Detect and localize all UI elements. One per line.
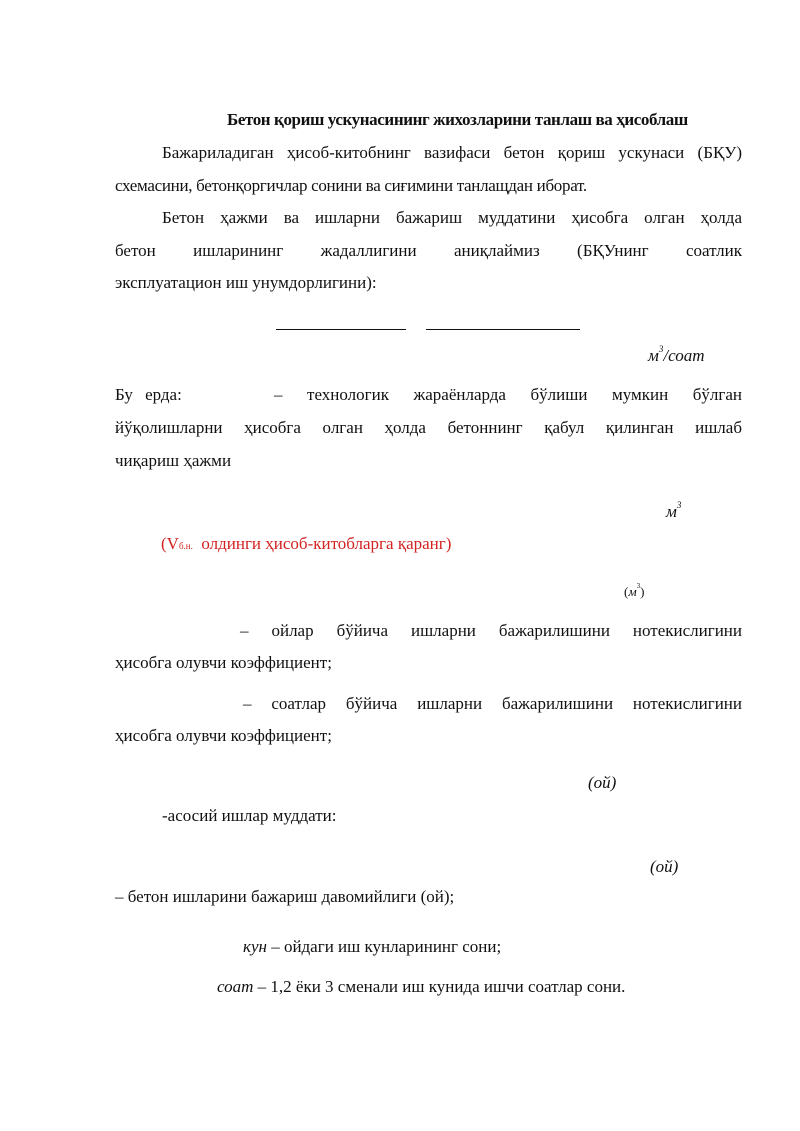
unit-m3-per-hour-tail: /соат	[663, 346, 705, 365]
coef-hour-line1-text: – соатлар бўйича ишларни бажарилишини нотекислигини	[243, 694, 742, 713]
coef-month-line1-text: – ойлар бўйича ишларни бажарилишини нотекислигини	[240, 621, 742, 640]
coef-hour-line2: ҳисобга олувчи коэффициент;	[115, 726, 332, 745]
para2-line2-text: бетон ишларининг жадаллигини аниқлаймиз (БҚУнинг соатлик	[115, 241, 742, 260]
unit-m3-per-hour-m: м	[648, 346, 659, 365]
para1-line2: схемасини, бетонқоргичлар сонини ва сиғимини танлащдан иборат.	[115, 176, 587, 195]
unit-m3-paren-open: (	[624, 584, 629, 599]
hours-label: соат	[217, 977, 254, 996]
coef-hour-line1	[243, 694, 742, 714]
red-note-sub: б.н.	[178, 541, 193, 551]
para2-line1-text: Бетон ҳажми ва ишларни бажариш муддатини ҳисобга олган ҳолда	[162, 208, 742, 227]
unit-m3-paren	[624, 584, 644, 600]
para2-line1	[162, 208, 742, 228]
unit-m3-per-hour	[648, 346, 704, 366]
where-label: Бу ерда:	[115, 385, 182, 404]
working-hours-line	[217, 977, 625, 997]
unit-month-1: (ой)	[588, 773, 617, 792]
red-note-open: (V	[161, 534, 179, 553]
formula-line-right	[426, 329, 580, 330]
hours-desc: – 1,2 ёки 3 сменали иш кунида ишчи соатлар сони.	[253, 977, 626, 996]
unit-m3	[666, 502, 681, 522]
unit-month-2: (ой)	[650, 857, 679, 876]
where-line2-text: йўқолишларни ҳисобга олган ҳолда бетоннинг қабул қилинган ишлаб	[115, 418, 742, 437]
red-note	[161, 534, 451, 554]
unit-m3-paren-close: )	[640, 584, 645, 599]
unit-m3-per-hour-sup: 3	[658, 344, 664, 354]
where-line2	[115, 418, 742, 438]
para2-line2	[115, 241, 742, 261]
para2-line3: эксплуатацион иш унумдорлигини):	[115, 273, 377, 292]
para1-line1-text: Бажариладиган ҳисоб-китобнинг вазифаси бетон қориш ускунаси (БҚУ)	[162, 143, 742, 162]
coef-month-line2: ҳисобга олувчи коэффициент;	[115, 653, 332, 672]
days-desc: – ойдаги иш кунларининг сони;	[266, 937, 502, 956]
unit-m3-paren-m: м	[628, 584, 637, 599]
where-line3: чиқариш ҳажми	[115, 451, 232, 470]
red-note-rest: олдинги ҳисоб-китобларга қаранг)	[201, 534, 452, 553]
unit-m3-m: м	[666, 502, 677, 521]
days-label: кун	[243, 937, 267, 956]
unit-m3-sup: 3	[676, 500, 682, 510]
unit-m3-paren-sup: 3	[636, 582, 641, 590]
page-title: Бетон қориш ускунасининг жихозларини танлаш ва ҳисоблаш	[227, 110, 688, 129]
working-days-line	[243, 937, 501, 957]
concrete-works-duration: – бетон ишларини бажариш давомийлиги (ой);	[115, 887, 455, 906]
main-works-duration: -асосий ишлар муддати:	[162, 806, 337, 825]
para1-line1	[162, 143, 742, 163]
where-line1	[274, 385, 742, 405]
coef-month-line1	[240, 621, 742, 641]
formula-line-left	[276, 329, 406, 330]
where-line1-text: – технологик жараёнларда бўлиши мумкин бўлган	[274, 385, 742, 404]
